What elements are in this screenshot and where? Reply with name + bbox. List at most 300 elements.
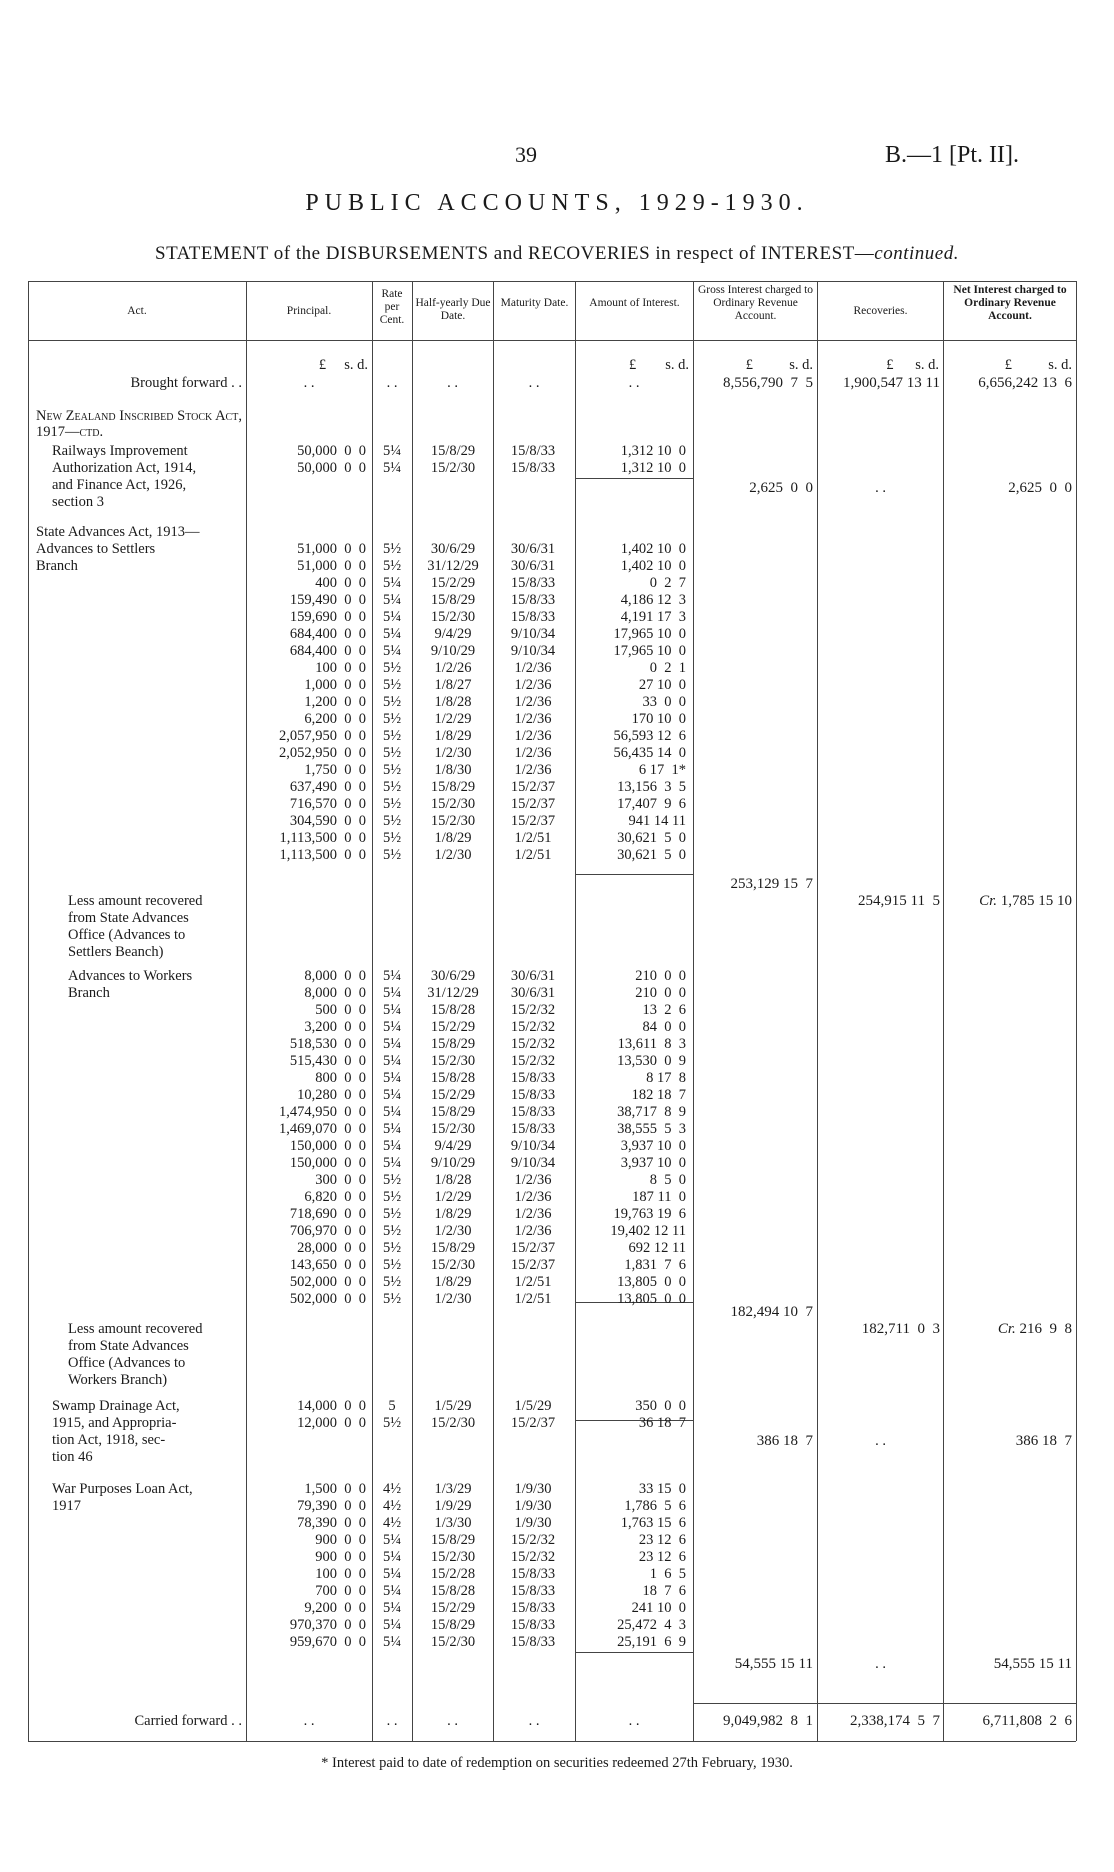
workers-maturity-cell: 15/2/37: [510, 1257, 556, 1273]
workers-maturity-cell: 15/8/33: [510, 1104, 556, 1120]
workers-rate-cell: 5½: [382, 1274, 402, 1290]
nz_inscribed-maturity-cell: 15/8/33: [510, 443, 556, 459]
workers-principal-cell: 518,530 0 0: [289, 1036, 366, 1052]
settlers-principal-cell: 637,490 0 0: [289, 779, 366, 795]
workers-due-cell: 1/2/30: [434, 1291, 472, 1307]
act-line: Office (Advances to: [68, 1355, 186, 1371]
workers-due-cell: 15/2/29: [430, 1019, 476, 1035]
war-principal-cell: 79,390 0 0: [297, 1498, 366, 1514]
settlers-maturity-cell: 15/2/37: [510, 796, 556, 812]
carried-forward-gross: 9,049,982 8 1: [723, 1713, 813, 1729]
war-due-cell: 1/3/29: [434, 1481, 472, 1497]
act-line: Less amount recovered: [68, 893, 203, 909]
war-amount-cell: 241 10 0: [631, 1600, 686, 1616]
workers-amount-cell: 187 11 0: [632, 1189, 686, 1205]
settlers-gross: 253,129 15 7: [730, 876, 813, 892]
workers-amount-cell: 19,402 12 11: [610, 1223, 686, 1239]
settlers-due-cell: 9/4/29: [434, 626, 472, 642]
workers-amount-cell: 692 12 11: [628, 1240, 686, 1256]
workers-gross: 182,494 10 7: [730, 1304, 813, 1320]
settlers-due-cell: 1/8/27: [434, 677, 472, 693]
col-border: [493, 281, 494, 1741]
settlers-due-cell: 1/2/26: [434, 660, 472, 676]
workers-principal-cell: 300 0 0: [315, 1172, 366, 1188]
settlers-principal-cell: 1,113,500 0 0: [279, 847, 366, 863]
dots: . .: [447, 1713, 458, 1729]
settlers-rate-cell: 5½: [382, 762, 402, 778]
settlers-amount-cell: 1,402 10 0: [620, 541, 686, 557]
settlers-rate-cell: 5½: [382, 694, 402, 710]
document-code: B.—1 [Pt. II].: [885, 142, 1019, 168]
war-rate-cell: 5¼: [382, 1634, 402, 1650]
settlers-net-value: 1,785 15 10: [1000, 893, 1072, 909]
workers-due-cell: 31/12/29: [427, 985, 479, 1001]
workers-due-cell: 9/10/29: [430, 1155, 476, 1171]
col-border: [412, 281, 413, 1741]
col-header-gross: Gross Interest charged to Ordinary Revenue Account.: [697, 284, 814, 322]
workers-rate-cell: 5½: [382, 1223, 402, 1239]
table-bottom-rule: [28, 1741, 1076, 1742]
settlers-maturity-cell: 1/2/36: [514, 677, 552, 693]
war-amount-cell: 25,191 6 9: [617, 1634, 686, 1650]
nz-recoveries: . .: [875, 480, 886, 496]
workers-maturity-cell: 15/2/37: [510, 1240, 556, 1256]
settlers-maturity-cell: 1/2/36: [514, 762, 552, 778]
nz_inscribed-principal-cell: 50,000 0 0: [297, 443, 366, 459]
workers-principal-cell: 1,469,070 0 0: [279, 1121, 366, 1137]
col-header-maturity: Maturity Date.: [500, 297, 569, 309]
settlers-rate-cell: 5½: [382, 847, 402, 863]
brought-forward-net: 6,656,242 13 6: [978, 375, 1072, 391]
workers-amount-cell: 13,805 0 0: [617, 1291, 686, 1307]
swamp-maturity-cell: 15/2/37: [510, 1415, 556, 1431]
subtotal-rule: [575, 1652, 693, 1653]
war-maturity-cell: 15/2/32: [510, 1532, 556, 1548]
act-line: tion Act, 1918, sec-: [52, 1432, 166, 1448]
table-top-rule: [28, 281, 1076, 282]
col-border: [28, 281, 29, 1741]
war-amount-cell: 33 15 0: [638, 1481, 686, 1497]
carried-forward-label: Carried forward . .: [134, 1713, 242, 1729]
war-principal-cell: 900 0 0: [315, 1549, 366, 1565]
workers-due-cell: 15/8/29: [430, 1036, 476, 1052]
dots: . .: [303, 375, 315, 391]
act-line: Branch: [68, 985, 110, 1001]
workers-maturity-cell: 1/2/36: [514, 1206, 552, 1222]
dots: . .: [528, 1713, 540, 1729]
settlers-amount-cell: 33 0 0: [642, 694, 686, 710]
settlers-amount-cell: 0 2 7: [649, 575, 686, 591]
workers-maturity-cell: 1/2/36: [514, 1189, 552, 1205]
workers-principal-cell: 6,820 0 0: [304, 1189, 366, 1205]
war-due-cell: 15/8/28: [430, 1583, 476, 1599]
settlers-maturity-cell: 15/2/37: [510, 813, 556, 829]
workers-amount-cell: 38,717 8 9: [617, 1104, 686, 1120]
war-maturity-cell: 15/2/32: [510, 1549, 556, 1565]
workers-amount-cell: 3,937 10 0: [620, 1155, 686, 1171]
workers-rate-cell: 5¼: [382, 1121, 402, 1137]
war-net: 54,555 15 11: [993, 1656, 1072, 1672]
settlers-principal-cell: 684,400 0 0: [289, 643, 366, 659]
act-line: Railways Improvement: [52, 443, 188, 459]
workers-rate-cell: 5½: [382, 1206, 402, 1222]
war-principal-cell: 900 0 0: [315, 1532, 366, 1548]
war-amount-cell: 23 12 6: [638, 1532, 686, 1548]
workers-maturity-cell: 30/6/31: [510, 985, 556, 1001]
settlers-amount-cell: 30,621 5 0: [617, 847, 686, 863]
unit-recoveries: £ s. d.: [886, 357, 939, 373]
subtitle-main: STATEMENT of the DISBURSEMENTS and RECOVERIES in respect of INTEREST—: [155, 243, 875, 264]
settlers-maturity-cell: 30/6/31: [510, 558, 556, 574]
workers-rate-cell: 5½: [382, 1189, 402, 1205]
workers-amount-cell: 84 0 0: [642, 1019, 686, 1035]
war-due-cell: 1/3/30: [434, 1515, 472, 1531]
workers-amount-cell: 8 5 0: [649, 1172, 686, 1188]
settlers-principal-cell: 100 0 0: [315, 660, 366, 676]
settlers-rate-cell: 5½: [382, 541, 402, 557]
workers-rate-cell: 5½: [382, 1240, 402, 1256]
dots: . .: [386, 375, 398, 391]
settlers-due-cell: 31/12/29: [427, 558, 479, 574]
settlers-principal-cell: 304,590 0 0: [289, 813, 366, 829]
settlers-principal-cell: 51,000 0 0: [297, 558, 366, 574]
settlers-principal-cell: 2,057,950 0 0: [279, 728, 366, 744]
settlers-amount-cell: 4,191 17 3: [620, 609, 686, 625]
workers-due-cell: 15/8/29: [430, 1104, 476, 1120]
act-line: Advances to Workers: [68, 968, 193, 984]
brought-forward-gross: 8,556,790 7 5: [723, 375, 813, 391]
settlers-due-cell: 1/8/28: [434, 694, 472, 710]
dots: . .: [386, 1713, 398, 1729]
settlers-due-cell: 15/2/30: [430, 813, 476, 829]
nz_inscribed-amount-cell: 1,312 10 0: [620, 443, 686, 459]
workers-rate-cell: 5¼: [382, 1138, 402, 1154]
workers-net-value: 216 9 8: [1019, 1321, 1072, 1337]
war-rate-cell: 5¼: [382, 1583, 402, 1599]
col-border: [693, 281, 694, 1741]
nz_inscribed-principal-cell: 50,000 0 0: [297, 460, 366, 476]
swamp-principal-cell: 14,000 0 0: [297, 1398, 366, 1414]
war-principal-cell: 78,390 0 0: [297, 1515, 366, 1531]
settlers-amount-cell: 4,186 12 3: [620, 592, 686, 608]
settlers-amount-cell: 6 17 1*: [638, 762, 686, 778]
settlers-rate-cell: 5½: [382, 711, 402, 727]
workers-rate-cell: 5¼: [382, 1087, 402, 1103]
war-rate-cell: 5¼: [382, 1600, 402, 1616]
workers-rate-cell: 5¼: [382, 985, 402, 1001]
workers-principal-cell: 8,000 0 0: [304, 968, 366, 984]
war-maturity-cell: 15/8/33: [510, 1617, 556, 1633]
settlers-amount-cell: 27 10 0: [638, 677, 686, 693]
war-due-cell: 15/2/30: [430, 1634, 476, 1650]
swamp-gross: 386 18 7: [756, 1433, 813, 1449]
workers-amount-cell: 13,530 0 9: [617, 1053, 686, 1069]
nz-gross: 2,625 0 0: [749, 480, 813, 496]
war-principal-cell: 959,670 0 0: [289, 1634, 366, 1650]
swamp-rate-cell: 5½: [382, 1415, 402, 1431]
workers-amount-cell: 8 17 8: [646, 1070, 686, 1086]
workers-amount-cell: 210 0 0: [635, 968, 686, 984]
workers-rate-cell: 5½: [382, 1172, 402, 1188]
workers-due-cell: 15/2/29: [430, 1087, 476, 1103]
war-amount-cell: 23 12 6: [638, 1549, 686, 1565]
settlers-due-cell: 1/8/29: [434, 830, 472, 846]
settlers-amount-cell: 17,407 9 6: [617, 796, 686, 812]
war-rate-cell: 5¼: [382, 1617, 402, 1633]
workers-principal-cell: 800 0 0: [315, 1070, 366, 1086]
act-line: from State Advances: [68, 1338, 189, 1354]
settlers-principal-cell: 716,570 0 0: [289, 796, 366, 812]
settlers-maturity-cell: 1/2/36: [514, 660, 552, 676]
workers-principal-cell: 1,474,950 0 0: [279, 1104, 366, 1120]
settlers-amount-cell: 17,965 10 0: [613, 643, 686, 659]
workers-maturity-cell: 30/6/31: [510, 968, 556, 984]
act-line: War Purposes Loan Act,: [52, 1481, 193, 1497]
act-line: Swamp Drainage Act,: [52, 1398, 180, 1414]
swamp-due-cell: 1/5/29: [434, 1398, 472, 1414]
workers-due-cell: 15/2/30: [430, 1053, 476, 1069]
settlers-due-cell: 1/8/29: [434, 728, 472, 744]
workers-due-cell: 30/6/29: [430, 968, 476, 984]
settlers-amount-cell: 170 10 0: [631, 711, 686, 727]
workers-due-cell: 9/4/29: [434, 1138, 472, 1154]
swamp-rate-cell: 5: [388, 1398, 396, 1414]
workers-rate-cell: 5¼: [382, 1053, 402, 1069]
settlers-principal-cell: 2,052,950 0 0: [279, 745, 366, 761]
settlers-maturity-cell: 1/2/36: [514, 745, 552, 761]
settlers-rate-cell: 5½: [382, 660, 402, 676]
settlers-due-cell: 9/10/29: [430, 643, 476, 659]
workers-maturity-cell: 1/2/36: [514, 1223, 552, 1239]
settlers-maturity-cell: 1/2/36: [514, 694, 552, 710]
workers-due-cell: 15/8/28: [430, 1070, 476, 1086]
settlers-principal-cell: 684,400 0 0: [289, 626, 366, 642]
subtotal-rule: [575, 874, 693, 875]
settlers-rate-cell: 5¼: [382, 592, 402, 608]
settlers-rate-cell: 5¼: [382, 626, 402, 642]
col-header-rate: Rate per Cent.: [379, 288, 405, 326]
settlers-amount-cell: 17,965 10 0: [613, 626, 686, 642]
settlers-recoveries: 254,915 11 5: [858, 893, 940, 909]
war-rate-cell: 5¼: [382, 1549, 402, 1565]
workers-net: [944, 1321, 1072, 1338]
workers-principal-cell: 3,200 0 0: [304, 1019, 366, 1035]
workers-principal-cell: 706,970 0 0: [289, 1223, 366, 1239]
col-border: [372, 281, 373, 1741]
settlers-principal-cell: 1,000 0 0: [304, 677, 366, 693]
workers-rate-cell: 5¼: [382, 1104, 402, 1120]
swamp-amount-cell: 36 18 7: [638, 1415, 686, 1431]
col-header-amount: Amount of Interest.: [589, 297, 680, 309]
dots: . .: [303, 1713, 315, 1729]
war-due-cell: 15/2/30: [430, 1549, 476, 1565]
settlers-amount-cell: 0 2 1: [649, 660, 686, 676]
settlers-maturity-cell: 9/10/34: [510, 626, 556, 642]
settlers-amount-cell: 56,435 14 0: [613, 745, 686, 761]
dots: . .: [528, 375, 540, 391]
workers-principal-cell: 515,430 0 0: [289, 1053, 366, 1069]
workers-principal-cell: 8,000 0 0: [304, 985, 366, 1001]
swamp-recoveries: . .: [875, 1433, 886, 1449]
settlers-maturity-cell: 15/2/37: [510, 779, 556, 795]
col-header-act: Act.: [127, 305, 147, 317]
settlers-maturity-cell: 9/10/34: [510, 643, 556, 659]
brought-forward-label: Brought forward . .: [130, 375, 242, 391]
nz-net: 2,625 0 0: [1008, 480, 1072, 496]
workers-maturity-cell: 15/2/32: [510, 1036, 556, 1052]
workers-principal-cell: 150,000 0 0: [289, 1155, 366, 1171]
unit-net: £ s. d.: [1004, 357, 1072, 373]
nz_inscribed-due-cell: 15/2/30: [430, 460, 476, 476]
unit-principal: £ s. d.: [318, 357, 368, 373]
nz_inscribed-rate-cell: 5¼: [382, 443, 402, 459]
workers-due-cell: 15/8/28: [430, 1002, 476, 1018]
settlers-maturity-cell: 15/8/33: [510, 592, 556, 608]
war-maturity-cell: 15/8/33: [510, 1566, 556, 1582]
carried-forward-recoveries: 2,338,174 5 7: [850, 1713, 940, 1729]
settlers-principal-cell: 51,000 0 0: [297, 541, 366, 557]
war-rate-cell: 4½: [382, 1481, 402, 1497]
workers-amount-cell: 13 2 6: [642, 1002, 686, 1018]
war-principal-cell: 970,370 0 0: [289, 1617, 366, 1633]
settlers-due-cell: 15/2/30: [430, 609, 476, 625]
war-maturity-cell: 1/9/30: [514, 1498, 552, 1514]
dots: . .: [628, 1713, 640, 1729]
act-line: Settlers Beanch): [68, 944, 164, 960]
carried-forward-net: 6,711,808 2 6: [982, 1713, 1072, 1729]
settlers-maturity-cell: 1/2/36: [514, 728, 552, 744]
workers-maturity-cell: 1/2/51: [514, 1291, 552, 1307]
settlers-amount-cell: 941 14 11: [628, 813, 686, 829]
workers-amount-cell: 3,937 10 0: [620, 1138, 686, 1154]
war-maturity-cell: 15/8/33: [510, 1634, 556, 1650]
war-rate-cell: 5¼: [382, 1566, 402, 1582]
workers-due-cell: 15/2/30: [430, 1121, 476, 1137]
workers-rate-cell: 5¼: [382, 1019, 402, 1035]
workers-amount-cell: 13,805 0 0: [617, 1274, 686, 1290]
war-maturity-cell: 1/9/30: [514, 1515, 552, 1531]
workers-maturity-cell: 15/8/33: [510, 1087, 556, 1103]
settlers-principal-cell: 6,200 0 0: [304, 711, 366, 727]
settlers-due-cell: 30/6/29: [430, 541, 476, 557]
swamp-net: 386 18 7: [1015, 1433, 1072, 1449]
war-amount-cell: 1 6 5: [649, 1566, 686, 1582]
act-line: Workers Branch): [68, 1372, 168, 1388]
swamp-amount-cell: 350 0 0: [635, 1398, 686, 1414]
workers-maturity-cell: 15/2/32: [510, 1053, 556, 1069]
workers-due-cell: 15/2/30: [430, 1257, 476, 1273]
unit-amount: £ s. d.: [628, 357, 689, 373]
act-line: Less amount recovered: [68, 1321, 203, 1337]
workers-rate-cell: 5½: [382, 1257, 402, 1273]
workers-principal-cell: 502,000 0 0: [289, 1291, 366, 1307]
war-principal-cell: 100 0 0: [315, 1566, 366, 1582]
workers-rate-cell: 5½: [382, 1291, 402, 1307]
war-due-cell: 15/8/29: [430, 1617, 476, 1633]
war-due-cell: 15/2/28: [430, 1566, 476, 1582]
act-line: from State Advances: [68, 910, 189, 926]
brought-forward-recoveries: 1,900,547 13 11: [843, 375, 940, 391]
act-line: Office (Advances to: [68, 927, 186, 943]
war-recoveries: . .: [875, 1656, 886, 1672]
settlers-rate-cell: 5½: [382, 830, 402, 846]
act-line: tion 46: [52, 1449, 93, 1465]
war-due-cell: 15/8/29: [430, 1532, 476, 1548]
workers-maturity-cell: 15/2/32: [510, 1002, 556, 1018]
col-header-net: Net Interest charged to Ordinary Revenue Account.: [953, 284, 1067, 322]
swamp-maturity-cell: 1/5/29: [514, 1398, 552, 1414]
workers-rate-cell: 5¼: [382, 968, 402, 984]
nz_inscribed-rate-cell: 5¼: [382, 460, 402, 476]
section-heading-nz-inscribed: New Zealand Inscribed Stock Act, 1917—ctd.: [36, 408, 242, 440]
settlers-maturity-cell: 1/2/51: [514, 847, 552, 863]
act-line: 1915, and Appropria-: [52, 1415, 177, 1431]
settlers-principal-cell: 1,200 0 0: [304, 694, 366, 710]
workers-due-cell: 1/8/28: [434, 1172, 472, 1188]
workers-amount-cell: 210 0 0: [635, 985, 686, 1001]
settlers-rate-cell: 5½: [382, 813, 402, 829]
settlers-amount-cell: 1,402 10 0: [620, 558, 686, 574]
war-maturity-cell: 15/8/33: [510, 1583, 556, 1599]
workers-principal-cell: 718,690 0 0: [289, 1206, 366, 1222]
dots: . .: [447, 375, 458, 391]
settlers-maturity-cell: 15/8/33: [510, 575, 556, 591]
settlers-principal-cell: 1,750 0 0: [304, 762, 366, 778]
settlers-principal-cell: 159,490 0 0: [289, 592, 366, 608]
swamp-principal-cell: 12,000 0 0: [297, 1415, 366, 1431]
workers-principal-cell: 143,650 0 0: [289, 1257, 366, 1273]
workers-due-cell: 1/2/29: [434, 1189, 472, 1205]
workers-maturity-cell: 1/2/51: [514, 1274, 552, 1290]
settlers-due-cell: 1/2/30: [434, 745, 472, 761]
war-amount-cell: 1,786 5 6: [624, 1498, 686, 1514]
page-title: PUBLIC ACCOUNTS, 1929-1930.: [305, 190, 809, 216]
war-gross: 54,555 15 11: [734, 1656, 813, 1672]
workers-principal-cell: 502,000 0 0: [289, 1274, 366, 1290]
settlers-due-cell: 15/8/29: [430, 592, 476, 608]
workers-amount-cell: 19,763 19 6: [613, 1206, 686, 1222]
settlers-rate-cell: 5½: [382, 728, 402, 744]
workers-maturity-cell: 15/2/32: [510, 1019, 556, 1035]
act-line: Authorization Act, 1914,: [52, 460, 197, 476]
workers-due-cell: 1/8/29: [434, 1274, 472, 1290]
war-amount-cell: 25,472 4 3: [617, 1617, 686, 1633]
col-header-due-date: Half-yearly Due Date.: [415, 297, 491, 322]
settlers-due-cell: 15/8/29: [430, 779, 476, 795]
dots: . .: [628, 375, 640, 391]
war-maturity-cell: 1/9/30: [514, 1481, 552, 1497]
settlers-rate-cell: 5½: [382, 779, 402, 795]
col-border: [1076, 281, 1077, 1741]
header-rule: [28, 340, 1076, 341]
settlers-rate-cell: 5½: [382, 677, 402, 693]
war-principal-cell: 9,200 0 0: [304, 1600, 366, 1616]
war-principal-cell: 1,500 0 0: [304, 1481, 366, 1497]
settlers-rate-cell: 5¼: [382, 643, 402, 659]
statement-subtitle: [0, 243, 1114, 265]
workers-maturity-cell: 9/10/34: [510, 1138, 556, 1154]
workers-recoveries: 182,711 0 3: [861, 1321, 940, 1337]
col-header-recoveries: Recoveries.: [853, 305, 908, 317]
page-number: 39: [515, 142, 537, 167]
settlers-principal-cell: 1,113,500 0 0: [279, 830, 366, 846]
war-amount-cell: 1,763 15 6: [620, 1515, 686, 1531]
swamp-due-cell: 15/2/30: [430, 1415, 476, 1431]
war-due-cell: 15/2/29: [430, 1600, 476, 1616]
settlers-due-cell: 1/2/30: [434, 847, 472, 863]
settlers-amount-cell: 56,593 12 6: [613, 728, 686, 744]
workers-amount-cell: 182 18 7: [631, 1087, 686, 1103]
